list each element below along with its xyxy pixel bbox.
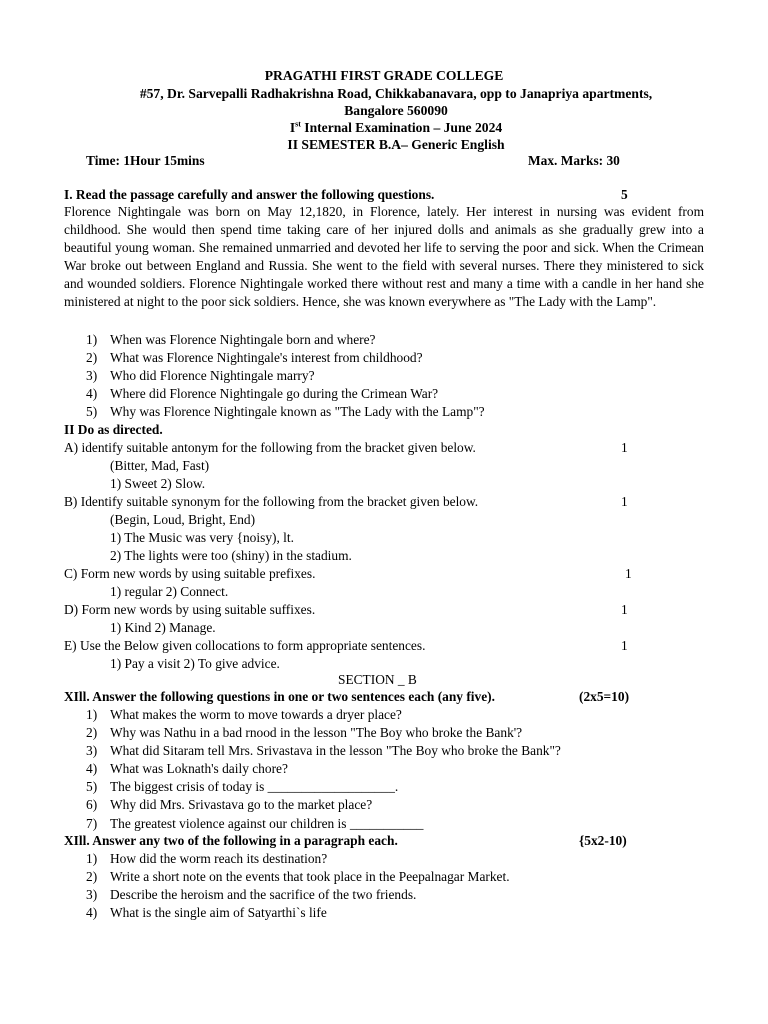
exam-time: Time: 1Hour 15mins [86, 153, 205, 168]
section2-d-marks: 1 [621, 602, 628, 617]
list-item: 3) Who did Florence Nightingale marry? [86, 368, 315, 384]
list-item: 1) What makes the worm to move towards a dryer place? [86, 707, 402, 722]
section2-a-options: (Bitter, Mad, Fast) [110, 458, 210, 473]
section2-a-marks: 1 [621, 440, 628, 455]
list-item: 4) Where did Florence Nightingale go during the Crimean War? [86, 386, 439, 402]
section2-c-items: 1) regular 2) Connect. [110, 584, 229, 599]
section-b-title: SECTION _ B [338, 672, 417, 687]
section-b-q3-marks: (2x5=10) [579, 689, 630, 704]
section2-b-label: B) Identify suitable synonym for the following from the bracket given below. [64, 494, 479, 509]
section-b-q4-marks: {5x2-10) [579, 833, 627, 848]
section-b-q4-heading: XIll. Answer any two of the following in a paragraph each. [64, 833, 398, 848]
list-item: 3) Describe the heroism and the sacrifice of the two friends. [86, 887, 417, 903]
section2-c-marks: 1 [625, 566, 632, 581]
list-item: 1) When was Florence Nightingale born and where? [86, 332, 376, 347]
exam-title: Ist Internal Examination – June 2024 [289, 119, 503, 135]
college-name: PRAGATHI FIRST GRADE COLLEGE [264, 68, 504, 83]
section2-b-options: (Begin, Loud, Bright, End) [110, 512, 256, 527]
passage: Florence Nightingale was born on May 12,1820, in Florence, lately. Her interest in nursing was evident from childhood. She would then spend time taking care of her injured dolls and animals as she gradually grew into a beautiful young woman. She remained unmarried and devoted her life to serving the poor and sick. When the Crimean War broke out between England and Russia. She went to the field with several nurses. There they ministered to sick and wounded soldiers. Florence Nightingale worked there without rest and many a time with a candle in her hand she ministered at night to the poor sick soldiers. Hence, she was known everywhere as "The Lady with the Lamp". [64, 204, 704, 310]
list-item: 6) Why did Mrs. Srivastava go to the market place? [86, 797, 373, 813]
list-item: 2) What was Florence Nightingale's interest from childhood? [86, 350, 423, 366]
section2-b-marks: 1 [621, 494, 628, 509]
section2-e-marks: 1 [621, 638, 628, 653]
section2-b-item1: 1) The Music was very {noisy), lt. [110, 530, 294, 545]
college-address: #57, Dr. Sarvepalli Radhakrishna Road, Chikkabanavara, opp to Janapriya apartments, [139, 86, 653, 101]
list-item: 4) What was Loknath's daily chore? [86, 761, 288, 777]
list-item: 2) Write a short note on the events that took place in the Peepalnagar Market. [86, 869, 510, 885]
section2-e-label: E) Use the Below given collocations to form appropriate sentences. [64, 638, 426, 653]
list-item: 2) Why was Nathu in a bad rnood in the lesson "The Boy who broke the Bank'? [86, 725, 523, 741]
list-item: 5) Why was Florence Nightingale known as "The Lady with the Lamp"? [86, 404, 485, 420]
section1-heading: I. Read the passage carefully and answer the following questions. [64, 187, 435, 202]
section1-marks: 5 [621, 187, 628, 202]
section-b-q3-heading: XIll. Answer the following questions in one or two sentences each (any five). [64, 689, 495, 704]
section2-b-item2: 2) The lights were too (shiny) in the stadium. [110, 548, 352, 563]
section2-d-items: 1) Kind 2) Manage. [110, 620, 216, 635]
section1-questions [86, 331, 485, 421]
section-b-q4-questions [86, 850, 510, 922]
list-item: 7) The greatest violence against our children is ___________ [86, 815, 424, 831]
section-b-q3-questions [86, 706, 561, 833]
list-item: 5) The biggest crisis of today is ___________________. [86, 779, 399, 795]
semester-title: II SEMESTER B.A– Generic English [287, 137, 505, 152]
college-city: Bangalore 560090 [344, 103, 448, 118]
list-item: 4) What is the single aim of Satyarthi`s life [86, 905, 327, 921]
section2-heading: II Do as directed. [64, 422, 163, 437]
section2-a-label: A) identify suitable antonym for the following from the bracket given below. [64, 440, 476, 455]
list-item: 3) What did Sitaram tell Mrs. Srivastava in the lesson "The Boy who broke the Bank"? [86, 743, 561, 759]
list-item: 1) How did the worm reach its destination? [86, 851, 328, 866]
section2-a-items: 1) Sweet 2) Slow. [110, 476, 206, 491]
section2-d-label: D) Form new words by using suitable suffixes. [64, 602, 316, 617]
section2-c-label: C) Form new words by using suitable prefixes. [64, 566, 316, 581]
section2-e-items: 1) Pay a visit 2) To give advice. [110, 656, 280, 671]
max-marks: Max. Marks: 30 [528, 153, 620, 168]
